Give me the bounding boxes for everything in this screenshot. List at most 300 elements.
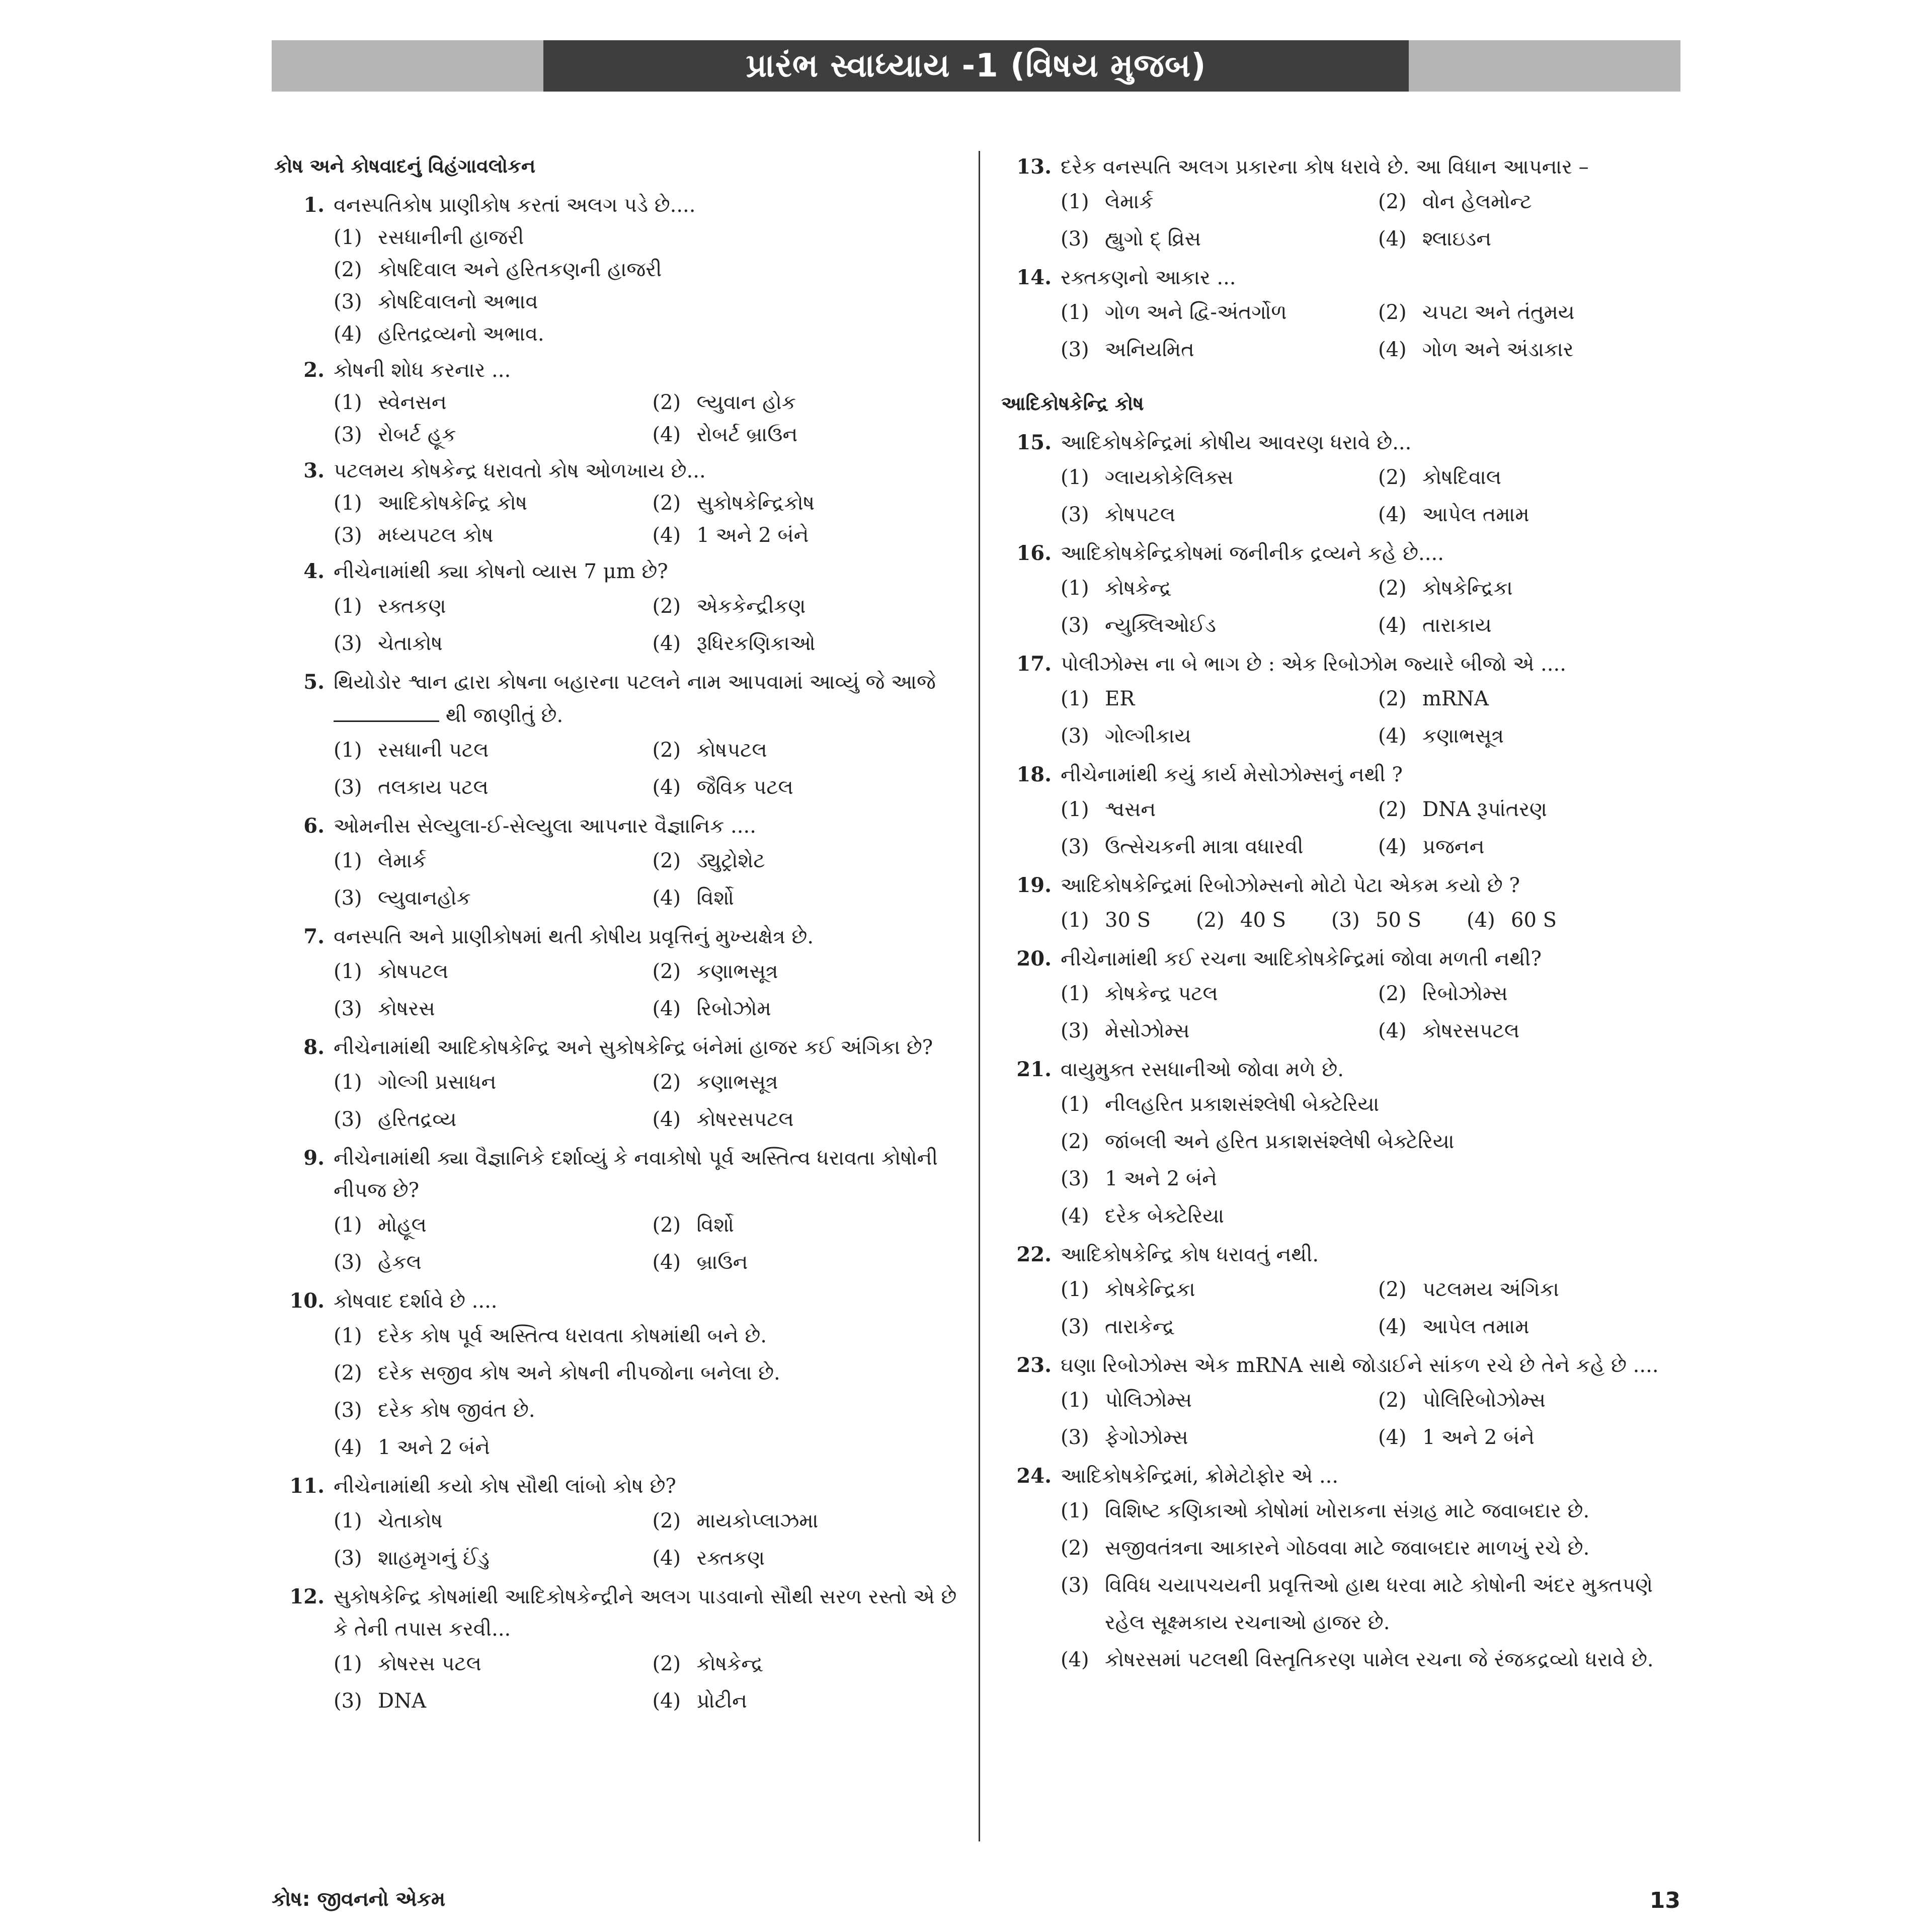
- option-number: (3): [334, 1399, 362, 1422]
- option-text: એકકેન્દ્રીકણ: [696, 595, 806, 618]
- question-item: [1001, 427, 1685, 533]
- question-item: [274, 1031, 961, 1138]
- option-text: રસધાની પટલ: [378, 739, 489, 762]
- option-item: [1378, 1382, 1685, 1419]
- option-item: [1061, 791, 1368, 828]
- option-item: [1061, 331, 1368, 368]
- option-number: (1): [1061, 190, 1089, 213]
- option-text: કોષરસપટલ: [1422, 1019, 1520, 1042]
- option-number: (3): [1061, 227, 1089, 251]
- option-list: [334, 1317, 961, 1466]
- option-number: (3): [1061, 1167, 1089, 1190]
- option-number: (3): [334, 290, 362, 313]
- option-text: સજીવતંત્રના આકારને ગોઠવવા માટે જવાબદાર માળખું રચે છે.: [1105, 1537, 1590, 1560]
- option-number: (4): [1378, 614, 1407, 637]
- option-number: (3): [334, 632, 362, 655]
- option-text: 1 અને 2 બંને: [1422, 1426, 1535, 1449]
- option-number: (1): [1061, 466, 1089, 489]
- option-text: હરિતદ્રવ્ય: [378, 1108, 457, 1131]
- question-stem: આદિકોષકેન્દ્રિ કોષ ધરાવતું નથી.: [1061, 1243, 1319, 1266]
- question-text: [334, 1031, 961, 1064]
- question-stem: વનસ્પતિકોષ પ્રાણીકોષ કરતાં અલગ પડે છે....: [334, 194, 696, 217]
- option-item: [334, 1354, 961, 1392]
- option-item: [1061, 570, 1368, 607]
- question-number: 20.: [1016, 947, 1052, 971]
- option-item: [653, 386, 961, 419]
- question-number: 18.: [1016, 763, 1052, 786]
- option-text: રક્તકણ: [696, 1547, 765, 1570]
- option-text: તારાકાય: [1422, 614, 1492, 637]
- option-text: DNA: [378, 1689, 426, 1713]
- question-number: 7.: [303, 925, 325, 948]
- option-item: [334, 419, 642, 451]
- option-number: (2): [1378, 982, 1407, 1005]
- option-item: [1378, 680, 1685, 717]
- question-text: [1061, 427, 1685, 459]
- question-stem: નીચેનામાંથી કયો કોષ સૌથી લાંબો કોષ છે?: [334, 1475, 676, 1498]
- question-number: 9.: [303, 1146, 325, 1170]
- section-title: કોષ અને કોષવાદનું વિહંગાવલોકન: [274, 155, 536, 177]
- header-banner: [272, 40, 1680, 92]
- option-item: [1378, 496, 1685, 533]
- option-text: તારાકેન્દ્ર: [1105, 1315, 1175, 1338]
- option-item: [1378, 183, 1685, 220]
- question-number: 4.: [303, 559, 325, 583]
- option-text: ગોલ્ગી પ્રસાધન: [378, 1071, 497, 1094]
- option-number: (4): [652, 1689, 681, 1713]
- option-item: [1378, 828, 1685, 865]
- option-list: [1061, 680, 1685, 755]
- option-number: (4): [1378, 503, 1407, 526]
- question-number: 10.: [289, 1289, 325, 1313]
- question-stem: આદિકોષકેન્દ્રિમાં કોષીય આવરણ ધરાવે છે...: [1061, 431, 1412, 454]
- question-item: [274, 555, 961, 662]
- option-number: (1): [1061, 687, 1089, 710]
- option-number: (1): [1061, 982, 1089, 1005]
- option-number: (4): [1378, 835, 1407, 858]
- question-text: [334, 666, 961, 732]
- option-list: [334, 1502, 961, 1577]
- option-number: (1): [334, 960, 362, 983]
- option-text: પોલિઝોમ્સ: [1105, 1389, 1192, 1412]
- option-item: [1378, 1308, 1685, 1345]
- question-number: 12.: [289, 1585, 325, 1608]
- option-text: ચેતાકોષ: [378, 632, 443, 655]
- option-text: કોષકેન્દ્ર: [1105, 577, 1172, 600]
- option-item: [334, 487, 642, 519]
- question-text: [1061, 262, 1685, 294]
- option-number: (2): [1061, 1130, 1089, 1153]
- option-number: (2): [1061, 1537, 1089, 1560]
- option-list: [334, 732, 961, 806]
- option-number: (2): [1378, 301, 1407, 324]
- option-item: [653, 487, 961, 519]
- question-stem: આદિકોષકેન્દ્રિમાં, ક્રોમેટોફોર એ ...: [1061, 1465, 1339, 1488]
- option-number: (4): [652, 1108, 681, 1131]
- right-column: [1001, 151, 1685, 1682]
- option-text: વિવિધ ચયાપચયની પ્રવૃત્તિઓ હાથ ધરવા માટે કોષોની અંદર મુક્તપણે રહેલ સૂક્ષ્મકાય રચનાઓ હાજર છે.: [1105, 1574, 1653, 1634]
- option-list: [334, 1064, 961, 1138]
- option-number: (1): [334, 391, 362, 414]
- option-text: શાહમૃગનું ઈંડુ: [378, 1547, 490, 1570]
- question-item: [274, 1142, 961, 1281]
- option-number: (1): [1061, 909, 1089, 932]
- option-number: (3): [334, 1108, 362, 1131]
- option-item: [653, 769, 961, 806]
- option-text: ગ્લાયકોકેલિક્સ: [1105, 466, 1234, 489]
- option-text: દરેક કોષ પૂર્વ અસ્તિત્વ ધરાવતા કોષમાંથી બને છે.: [378, 1324, 767, 1347]
- question-list: [1001, 427, 1685, 1678]
- option-item: [653, 1101, 961, 1138]
- option-item: [1061, 294, 1368, 331]
- option-item: [1378, 220, 1685, 258]
- option-number: (1): [334, 1324, 362, 1347]
- option-number: (4): [652, 632, 681, 655]
- section-title: આદિકોષકેન્દ્રિ કોષ: [1001, 392, 1144, 415]
- option-text: મેસોઝોમ્સ: [1105, 1019, 1190, 1042]
- option-item: [1378, 459, 1685, 496]
- option-text: જૈવિક પટલ: [696, 776, 793, 799]
- option-number: (4): [652, 887, 681, 910]
- option-item: [653, 953, 961, 990]
- option-number: (2): [334, 1361, 362, 1385]
- option-list: [1061, 294, 1685, 368]
- option-text: જાંબલી અને હરિત પ્રકાશસંશ્લેષી બેક્ટેરિયા: [1105, 1130, 1455, 1153]
- question-stem: વાયુમુક્ત રસધાનીઓ જોવા મળે છે.: [1061, 1058, 1344, 1081]
- option-item: [653, 1540, 961, 1577]
- option-text: વિર્શો: [696, 887, 734, 910]
- option-number: (1): [1061, 1389, 1089, 1412]
- question-item: [1001, 262, 1685, 368]
- option-item: [1378, 1271, 1685, 1308]
- question-stem: રક્તકણનો આકાર ...: [1061, 266, 1236, 289]
- option-number: (1): [334, 739, 362, 762]
- option-item: [653, 419, 961, 451]
- option-item: [334, 1206, 642, 1244]
- question-item: [274, 666, 961, 806]
- option-text: કોષરસમાં પટલથી વિસ્તૃતિકરણ પામેલ રચના જે રંજકદ્રવ્યો ધરાવે છે.: [1105, 1648, 1654, 1671]
- option-item: [1378, 331, 1685, 368]
- question-item: [1001, 537, 1685, 644]
- question-stem: નીચેનામાંથી ક્યા વૈજ્ઞાનિકે દર્શાવ્યું કે નવાકોષો પૂર્વ અસ્તિત્વ ધરાવતા કોષોની નીપજ છે?: [334, 1147, 938, 1202]
- option-number: (4): [652, 1251, 681, 1274]
- question-text: [1061, 759, 1685, 791]
- option-item: [334, 990, 642, 1027]
- option-number: (3): [1331, 909, 1360, 932]
- option-text: ઉત્સેચકની માત્રા વધારવી: [1105, 835, 1304, 858]
- option-item: [334, 625, 642, 662]
- option-number: (1): [1061, 1499, 1089, 1522]
- option-text: નીલહરિત પ્રકાશસંશ્લેષી બેક્ટેરિયા: [1105, 1093, 1380, 1116]
- question-stem: નીચેનામાંથી કઈ રચના આદિકોષકેન્દ્રિમાં જોવા મળતી નથી?: [1061, 947, 1542, 971]
- question-text: [334, 1581, 961, 1645]
- question-stem: કોષવાદ દર્શાવે છે ....: [334, 1290, 498, 1313]
- option-number: (2): [334, 258, 362, 281]
- option-text: રોબર્ટ બ્રાઉન: [696, 423, 798, 446]
- option-number: (2): [652, 849, 681, 872]
- option-number: (1): [1061, 577, 1089, 600]
- question-stem-continued: થી જાણીતું છે.: [445, 704, 564, 727]
- option-text: ચપટા અને તંતુમય: [1422, 301, 1575, 324]
- option-text: ER: [1105, 687, 1135, 710]
- option-item: [653, 990, 961, 1027]
- option-number: (1): [334, 849, 362, 872]
- option-number: (2): [652, 1509, 681, 1533]
- question-stem: આદિકોષકેન્દ્રિમાં રિબોઝોમ્સનો મોટો પેટા એકમ કયો છે ?: [1061, 874, 1520, 897]
- option-text: 30 S: [1105, 909, 1151, 932]
- option-list: [334, 487, 961, 551]
- option-item: [1196, 902, 1286, 939]
- question-text: [334, 810, 961, 842]
- question-text: [334, 189, 961, 221]
- option-item: [1061, 1492, 1685, 1530]
- question-text: [334, 921, 961, 953]
- option-number: (3): [334, 1689, 362, 1713]
- option-text: ન્યુક્લિઓઈડ: [1105, 614, 1216, 637]
- option-item: [334, 286, 961, 318]
- option-number: (1): [334, 1509, 362, 1533]
- option-text: દરેક કોષ જીવંત છે.: [378, 1399, 535, 1422]
- question-text: [334, 555, 961, 588]
- option-text: રક્તકણ: [378, 595, 446, 618]
- option-item: [1061, 1530, 1685, 1567]
- option-list: [334, 1206, 961, 1281]
- question-number: 17.: [1016, 652, 1052, 676]
- question-stem: થિયોડોર શ્વાન દ્વારા કોષના બહારના પટલને નામ આપવામાં આવ્યું જે આજે: [334, 671, 936, 694]
- option-text: પોલિરિબોઝોમ્સ: [1422, 1389, 1546, 1412]
- option-item: [1061, 1012, 1368, 1050]
- option-text: બ્રાઉન: [696, 1251, 748, 1274]
- option-list: [1061, 975, 1685, 1050]
- question-item: [274, 810, 961, 917]
- option-text: પ્રજનન: [1422, 835, 1485, 858]
- option-text: વિર્શો: [696, 1214, 734, 1237]
- option-number: (4): [1061, 1204, 1089, 1228]
- question-stem: પટલમય કોષકેન્દ્ર ધરાવતો કોષ ઓળખાય છે...: [334, 459, 706, 482]
- option-item: [653, 625, 961, 662]
- question-number: 24.: [1016, 1464, 1052, 1488]
- question-text: [1061, 1460, 1685, 1492]
- option-text: માયકોપ્લાઝમા: [696, 1509, 819, 1533]
- option-text: 1 અને 2 બંને: [378, 1436, 490, 1459]
- option-item: [1061, 1271, 1368, 1308]
- option-list: [1061, 1086, 1685, 1235]
- option-text: રિબોઝોમ્સ: [1422, 982, 1508, 1005]
- question-item: [274, 1470, 961, 1577]
- option-number: (2): [1378, 687, 1407, 710]
- question-text: [1061, 943, 1685, 975]
- question-number: 8.: [303, 1035, 325, 1059]
- option-item: [334, 1502, 642, 1540]
- column-divider: [979, 151, 980, 1841]
- question-text: [334, 1142, 961, 1206]
- question-item: [1001, 943, 1685, 1050]
- question-number: 22.: [1016, 1243, 1052, 1266]
- option-text: કોષદિવાલ: [1422, 466, 1501, 489]
- question-item: [274, 455, 961, 551]
- option-item: [653, 732, 961, 769]
- option-item: [334, 1645, 642, 1682]
- option-number: (4): [1378, 1315, 1407, 1338]
- option-text: કણાભસૂત્ર: [1422, 725, 1504, 748]
- question-text: [1061, 869, 1685, 902]
- option-text: કોષકેન્દ્ર: [696, 1652, 764, 1675]
- option-text: કણાભસૂત્ર: [696, 960, 778, 983]
- option-number: (3): [334, 776, 362, 799]
- question-stem: ઓમનીસ સેલ્યુલા-ઈ-સેલ્યુલા આપનાર વૈજ્ઞાનિક ....: [334, 815, 756, 838]
- option-text: કોષરસપટલ: [696, 1108, 794, 1131]
- option-item: [653, 842, 961, 879]
- option-number: (2): [652, 739, 681, 762]
- question-number: 2.: [303, 358, 325, 382]
- option-text: વોન હેલમોન્ટ: [1422, 190, 1532, 213]
- option-text: પ્રોટીન: [696, 1689, 747, 1713]
- option-item: [334, 879, 642, 917]
- option-text: આદિકોષકેન્દ્રિ કોષ: [378, 492, 528, 515]
- option-number: (2): [1378, 190, 1407, 213]
- option-text: 1 અને 2 બંને: [696, 524, 809, 547]
- option-text: દરેક બેક્ટેરિયા: [1105, 1204, 1224, 1228]
- question-text: [334, 1285, 961, 1317]
- option-number: (3): [1061, 614, 1089, 637]
- option-number: (1): [1061, 1093, 1089, 1116]
- question-stem: કોષની શોધ કરનાર ...: [334, 359, 511, 382]
- option-number: (3): [334, 524, 362, 547]
- option-number: (3): [1061, 1315, 1089, 1338]
- option-text: હરિતદ્રવ્યનો અભાવ.: [378, 323, 544, 346]
- option-item: [334, 221, 961, 254]
- option-text: પટલમય અંગિકા: [1422, 1278, 1559, 1301]
- option-item: [1061, 220, 1368, 258]
- option-number: (2): [652, 960, 681, 983]
- option-item: [653, 1064, 961, 1101]
- option-text: રસધાનીની હાજરી: [378, 226, 524, 249]
- question-stem: સુકોષકેન્દ્રિ કોષમાંથી આદિકોષકેન્દ્રીને અલગ પાડવાનો સૌથી સરળ રસ્તો એ છે કે તેની તપાસ કરવી...: [334, 1585, 957, 1641]
- option-text: DNA રૂપાંતરણ: [1422, 798, 1547, 821]
- option-number: (2): [652, 1652, 681, 1675]
- option-number: (1): [1061, 798, 1089, 821]
- question-stem: દરેક વનસ્પતિ અલગ પ્રકારના કોષ ધરાવે છે. આ વિધાન આપનાર –: [1061, 155, 1589, 179]
- option-item: [334, 588, 642, 625]
- option-text: શ્વસન: [1105, 798, 1156, 821]
- option-item: [1061, 975, 1368, 1012]
- option-item: [1061, 902, 1151, 939]
- option-item: [334, 1392, 961, 1429]
- option-text: ગોલ્ગીકાય: [1105, 725, 1191, 748]
- option-number: (3): [334, 997, 362, 1020]
- option-item: [653, 879, 961, 917]
- option-item: [334, 519, 642, 551]
- option-number: (2): [1378, 1278, 1407, 1301]
- page-number: 13: [1649, 1888, 1680, 1913]
- question-number: 6.: [303, 814, 325, 838]
- option-item: [1378, 607, 1685, 644]
- option-text: સુકોષકેન્દ્રિકોષ: [696, 492, 815, 515]
- option-item: [653, 1244, 961, 1281]
- option-number: (3): [334, 1547, 362, 1570]
- left-column: [274, 151, 961, 1724]
- option-text: રોબર્ટ હૂક: [378, 423, 456, 446]
- option-number: (4): [652, 997, 681, 1020]
- option-number: (1): [334, 1071, 362, 1094]
- option-text: લ્યુવાન હોક: [696, 391, 796, 414]
- question-item: [1001, 1460, 1685, 1678]
- option-text: કોષરસ: [378, 997, 435, 1020]
- option-item: [334, 1682, 642, 1720]
- question-item: [1001, 151, 1685, 258]
- option-number: (2): [652, 391, 681, 414]
- question-text: [334, 354, 961, 386]
- option-text: હ્યુગો દ્ વ્રિસ: [1105, 227, 1201, 251]
- question-stem: આદિકોષકેન્દ્રિકોષમાં જનીનીક દ્રવ્યને કહે છે....: [1061, 542, 1444, 565]
- option-text: કોષકેન્દ્રિકા: [1422, 577, 1513, 600]
- option-number: (1): [1061, 301, 1089, 324]
- question-number: 23.: [1016, 1353, 1052, 1377]
- option-text: ગોળ અને અંડાકાર: [1422, 338, 1574, 361]
- question-number: 3.: [303, 459, 325, 482]
- option-text: લેમાર્ક: [1105, 190, 1154, 213]
- option-number: (1): [334, 492, 362, 515]
- question-number: 19.: [1016, 873, 1052, 897]
- chapter-footer: કોષ: જીવનનો એકમ: [272, 1888, 446, 1911]
- option-number: (4): [652, 524, 681, 547]
- option-list: [334, 953, 961, 1027]
- option-text: વિશિષ્ટ કણિકાઓ કોષોમાં ખોરાકના સંગ્રહ માટે જવાબદાર છે.: [1105, 1499, 1590, 1522]
- option-list: [1061, 791, 1685, 865]
- option-text: કોષદિવાલનો અભાવ: [378, 290, 538, 313]
- option-item: [1061, 1160, 1685, 1197]
- question-list: [1001, 151, 1685, 368]
- option-list: [1061, 183, 1685, 258]
- option-list: [1061, 1492, 1685, 1678]
- option-number: (2): [1378, 466, 1407, 489]
- option-number: (2): [652, 1071, 681, 1094]
- option-list: [334, 1645, 961, 1720]
- option-number: (4): [652, 1547, 681, 1570]
- option-number: (4): [1378, 1019, 1407, 1042]
- option-text: 60 S: [1511, 909, 1557, 932]
- option-text: ડ્યુટ્રોશેટ: [696, 849, 765, 872]
- option-item: [1378, 1012, 1685, 1050]
- option-number: (4): [334, 323, 362, 346]
- page-title: પ્રારંભ સ્વાધ્યાય -1 (વિષય મુજબ): [543, 40, 1409, 92]
- question-stem: નીચેનામાંથી આદિકોષકેન્દ્રિ અને સુકોષકેન્દ્રિ બંનેમાં હાજર કઈ અંગિકા છે?: [334, 1036, 933, 1059]
- option-item: [1061, 1086, 1685, 1123]
- question-text: [1061, 537, 1685, 570]
- question-stem: વનસ્પતિ અને પ્રાણીકોષમાં થતી કોષીય પ્રવૃત્તિનું મુખ્યક્ષેત્ર છે.: [334, 925, 814, 948]
- question-stem: પોલીઝોમ્સ ના બે ભાગ છે : એક રિબોઝોમ જ્યારે બીજો એ ....: [1061, 653, 1566, 676]
- question-item: [1001, 1054, 1685, 1235]
- question-item: [274, 189, 961, 350]
- question-item: [1001, 648, 1685, 755]
- option-number: (1): [334, 595, 362, 618]
- option-item: [1061, 1123, 1685, 1160]
- option-text: તલકાય પટલ: [378, 776, 489, 799]
- option-item: [1061, 1641, 1685, 1678]
- option-number: (3): [1061, 1574, 1089, 1597]
- option-text: સ્વેનસન: [378, 391, 447, 414]
- option-number: (4): [1378, 725, 1407, 748]
- option-number: (4): [1378, 227, 1407, 251]
- question-item: [274, 354, 961, 451]
- option-number: (4): [1378, 1426, 1407, 1449]
- question-text: [1061, 151, 1685, 183]
- option-text: કણાભસૂત્ર: [696, 1071, 778, 1094]
- option-item: [653, 1682, 961, 1720]
- option-item: [1061, 1197, 1685, 1235]
- option-item: [334, 1540, 642, 1577]
- option-text: કોષપટલ: [378, 960, 449, 983]
